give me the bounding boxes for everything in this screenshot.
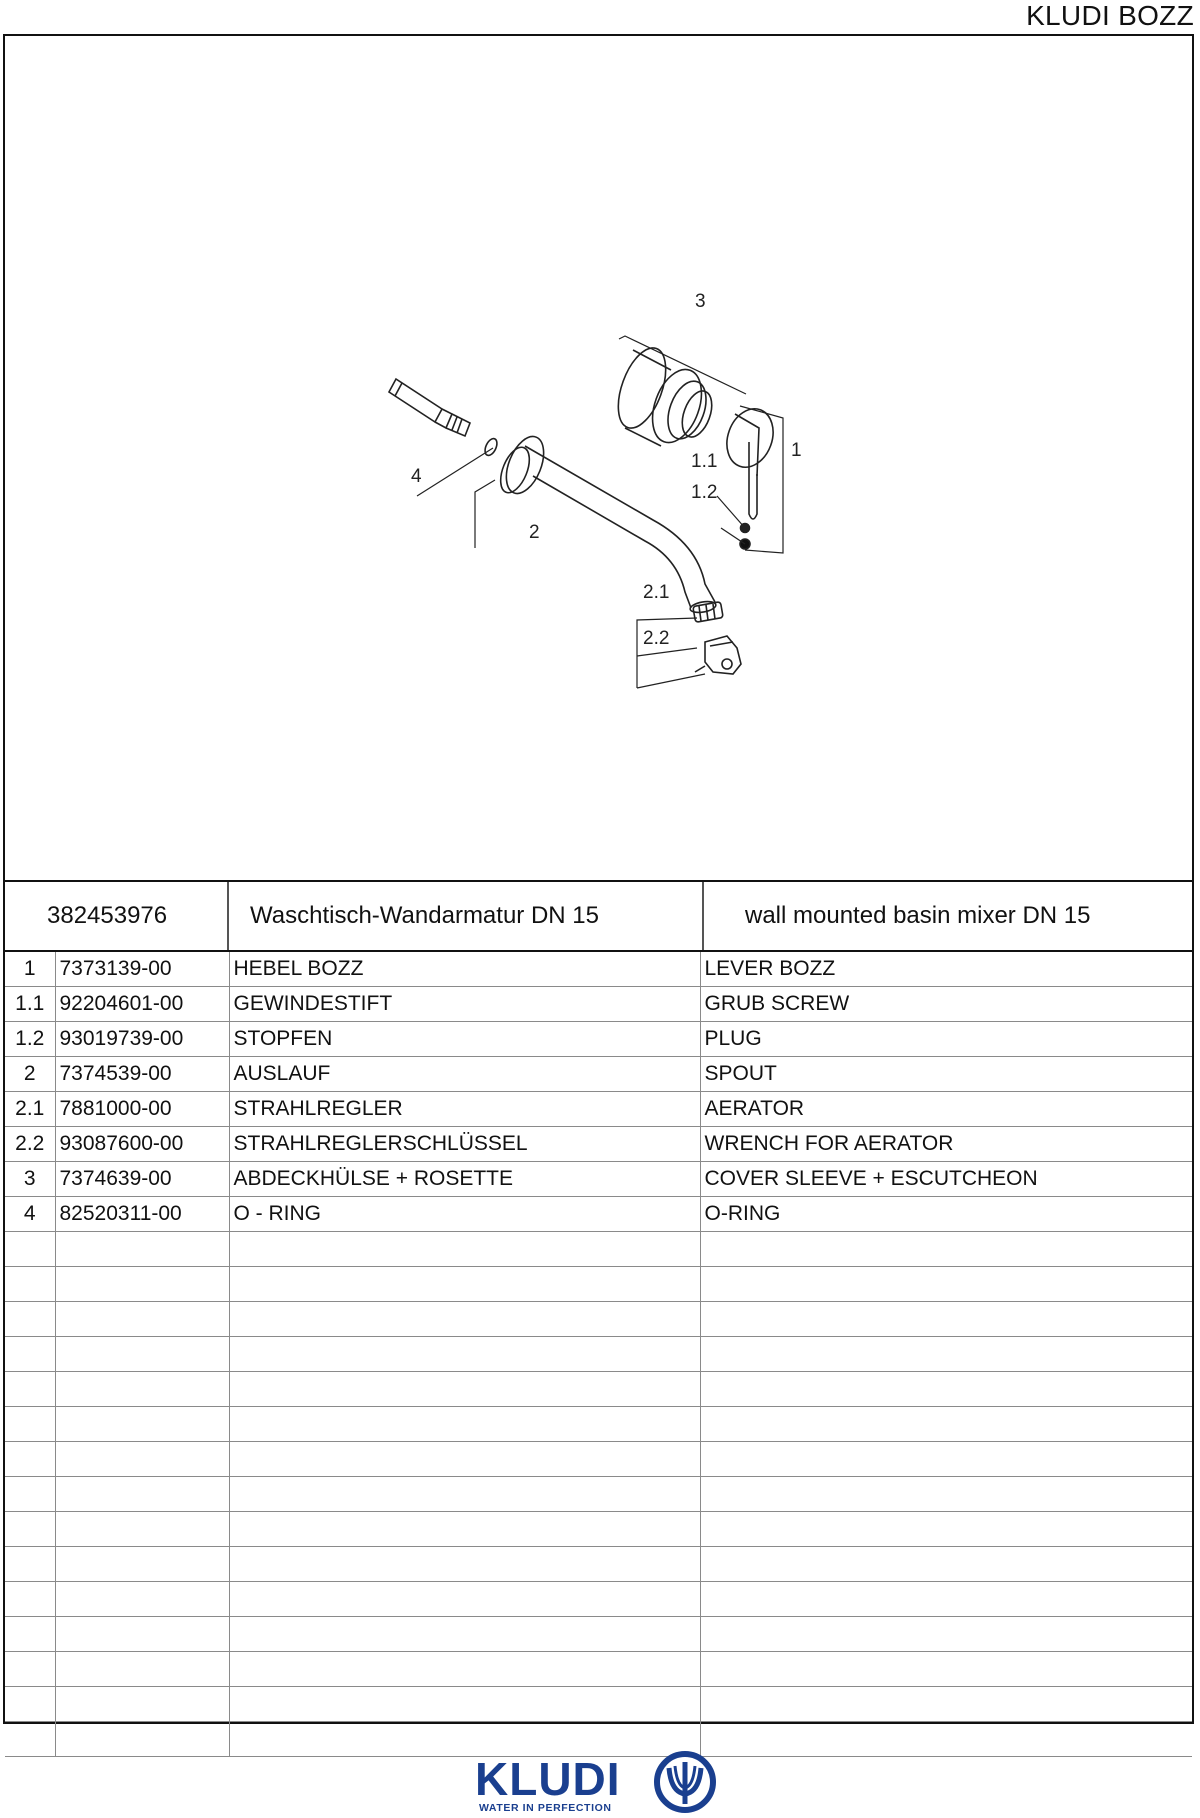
article-description-de: Waschtisch-Wandarmatur DN 15	[250, 902, 599, 929]
table-row	[5, 952, 1192, 987]
table-row	[5, 1407, 1192, 1442]
table-row	[5, 1512, 1192, 1547]
part-name-de	[229, 1372, 700, 1407]
part-position	[5, 1232, 55, 1267]
table-row	[5, 1162, 1192, 1197]
table-row	[5, 1232, 1192, 1267]
part-name-de: STOPFEN	[229, 1022, 700, 1057]
part-name-en	[700, 1512, 1192, 1547]
part-name-de: GEWINDESTIFT	[229, 987, 700, 1022]
part-position	[5, 1547, 55, 1582]
part-name-de	[229, 1512, 700, 1547]
part-number	[55, 1617, 229, 1652]
part-name-en	[700, 1302, 1192, 1337]
part-name-en	[700, 1267, 1192, 1302]
part-name-en	[700, 1232, 1192, 1267]
part-name-de	[229, 1232, 700, 1267]
part-position	[5, 1442, 55, 1477]
part-name-de: ABDECKHÜLSE + ROSETTE	[229, 1162, 700, 1197]
part-name-de	[229, 1407, 700, 1442]
part-position: 1.1	[5, 987, 55, 1022]
table-row	[5, 1547, 1192, 1582]
part-position: 2.1	[5, 1092, 55, 1127]
part-position: 1.2	[5, 1022, 55, 1057]
part-name-en: COVER SLEEVE + ESCUTCHEON	[700, 1162, 1192, 1197]
part-number: 7374639-00	[55, 1162, 229, 1197]
logo-wordmark: KLUDI	[475, 1753, 621, 1805]
part-number	[55, 1722, 229, 1757]
part-number: 7374539-00	[55, 1057, 229, 1092]
part-number	[55, 1477, 229, 1512]
part-position	[5, 1652, 55, 1687]
part-number	[55, 1582, 229, 1617]
part-name-en	[700, 1722, 1192, 1757]
table-row	[5, 1372, 1192, 1407]
article-description-en: wall mounted basin mixer DN 15	[745, 902, 1091, 929]
table-row	[5, 1197, 1192, 1232]
part-number: 7373139-00	[55, 952, 229, 987]
kludi-logo	[475, 1752, 745, 1812]
part-name-en	[700, 1687, 1192, 1722]
part-name-en: AERATOR	[700, 1092, 1192, 1127]
part-number	[55, 1407, 229, 1442]
table-row	[5, 1022, 1192, 1057]
part-position	[5, 1302, 55, 1337]
part-number	[55, 1512, 229, 1547]
table-row	[5, 1337, 1192, 1372]
part-position	[5, 1477, 55, 1512]
part-name-de	[229, 1302, 700, 1337]
part-position	[5, 1372, 55, 1407]
part-name-en	[700, 1442, 1192, 1477]
part-number: 92204601-00	[55, 987, 229, 1022]
part-name-en: O-RING	[700, 1197, 1192, 1232]
part-name-en	[700, 1547, 1192, 1582]
part-name-de: STRAHLREGLER	[229, 1092, 700, 1127]
part-name-en: LEVER BOZZ	[700, 952, 1192, 987]
part-name-en	[700, 1407, 1192, 1442]
part-number	[55, 1372, 229, 1407]
part-position	[5, 1267, 55, 1302]
table-row	[5, 1092, 1192, 1127]
exploded-view-svg	[5, 36, 1191, 880]
parts-sheet-frame	[3, 34, 1194, 1724]
part-o-ring-assembly	[389, 379, 499, 457]
part-name-de	[229, 1687, 700, 1722]
part-position: 2	[5, 1057, 55, 1092]
part-position	[5, 1582, 55, 1617]
part-name-en	[700, 1582, 1192, 1617]
part-position: 2.2	[5, 1127, 55, 1162]
part-name-de: O - RING	[229, 1197, 700, 1232]
part-name-de: STRAHLREGLERSCHLÜSSEL	[229, 1127, 700, 1162]
part-position	[5, 1687, 55, 1722]
part-number	[55, 1547, 229, 1582]
part-aerator-wrench	[695, 636, 741, 674]
header-separator	[702, 882, 704, 950]
callout-1-2: 1.2	[691, 482, 718, 503]
part-number	[55, 1652, 229, 1687]
parts-table-body	[5, 952, 1192, 1757]
part-number	[55, 1302, 229, 1337]
table-row	[5, 1477, 1192, 1512]
callout-2-1: 2.1	[643, 582, 670, 603]
table-row	[5, 1057, 1192, 1092]
part-lever	[719, 402, 781, 549]
table-row	[5, 1302, 1192, 1337]
part-position: 3	[5, 1162, 55, 1197]
part-name-de	[229, 1547, 700, 1582]
part-name-en	[700, 1617, 1192, 1652]
part-cover-sleeve	[609, 342, 718, 450]
part-position: 1	[5, 952, 55, 987]
part-number	[55, 1337, 229, 1372]
table-row	[5, 1617, 1192, 1652]
exploded-view-drawing	[5, 36, 1192, 882]
part-name-de	[229, 1652, 700, 1687]
part-name-en	[700, 1372, 1192, 1407]
table-row	[5, 1582, 1192, 1617]
part-name-de: HEBEL BOZZ	[229, 952, 700, 987]
part-number: 82520311-00	[55, 1197, 229, 1232]
callout-1: 1	[791, 440, 802, 461]
header-separator	[227, 882, 229, 950]
part-name-en: SPOUT	[700, 1057, 1192, 1092]
article-number: 382453976	[47, 902, 168, 929]
part-name-en: WRENCH FOR AERATOR	[700, 1127, 1192, 1162]
part-name-en	[700, 1477, 1192, 1512]
callout-leaders	[417, 336, 783, 688]
part-number: 93019739-00	[55, 1022, 229, 1057]
part-position	[5, 1617, 55, 1652]
parts-table	[5, 952, 1192, 1757]
part-name-de	[229, 1617, 700, 1652]
part-position: 4	[5, 1197, 55, 1232]
callout-2-2: 2.2	[643, 628, 670, 649]
part-name-de	[229, 1477, 700, 1512]
part-position	[5, 1337, 55, 1372]
logo-mark-icon	[653, 1748, 723, 1818]
part-name-en	[700, 1652, 1192, 1687]
table-row	[5, 1652, 1192, 1687]
part-name-en: GRUB SCREW	[700, 987, 1192, 1022]
part-name-en	[700, 1337, 1192, 1372]
part-position	[5, 1722, 55, 1757]
logo-tagline: WATER IN PERFECTION	[479, 1802, 612, 1814]
part-position	[5, 1512, 55, 1547]
part-position	[5, 1407, 55, 1442]
part-name-de	[229, 1267, 700, 1302]
part-name-de	[229, 1442, 700, 1477]
table-row	[5, 1127, 1192, 1162]
part-number: 7881000-00	[55, 1092, 229, 1127]
document-title: KLUDI BOZZ	[1026, 0, 1194, 31]
part-name-de	[229, 1582, 700, 1617]
part-name-de	[229, 1337, 700, 1372]
part-number	[55, 1442, 229, 1477]
article-header-row	[5, 882, 1192, 952]
callout-3: 3	[695, 291, 706, 312]
table-row	[5, 1442, 1192, 1477]
part-number	[55, 1267, 229, 1302]
part-number	[55, 1232, 229, 1267]
part-name-en: PLUG	[700, 1022, 1192, 1057]
table-row	[5, 1687, 1192, 1722]
part-name-de: AUSLAUF	[229, 1057, 700, 1092]
table-row	[5, 987, 1192, 1022]
table-row	[5, 1267, 1192, 1302]
callout-1-1: 1.1	[691, 451, 718, 472]
callout-2: 2	[529, 522, 540, 543]
part-number: 93087600-00	[55, 1127, 229, 1162]
callout-4: 4	[411, 466, 422, 487]
part-number	[55, 1687, 229, 1722]
